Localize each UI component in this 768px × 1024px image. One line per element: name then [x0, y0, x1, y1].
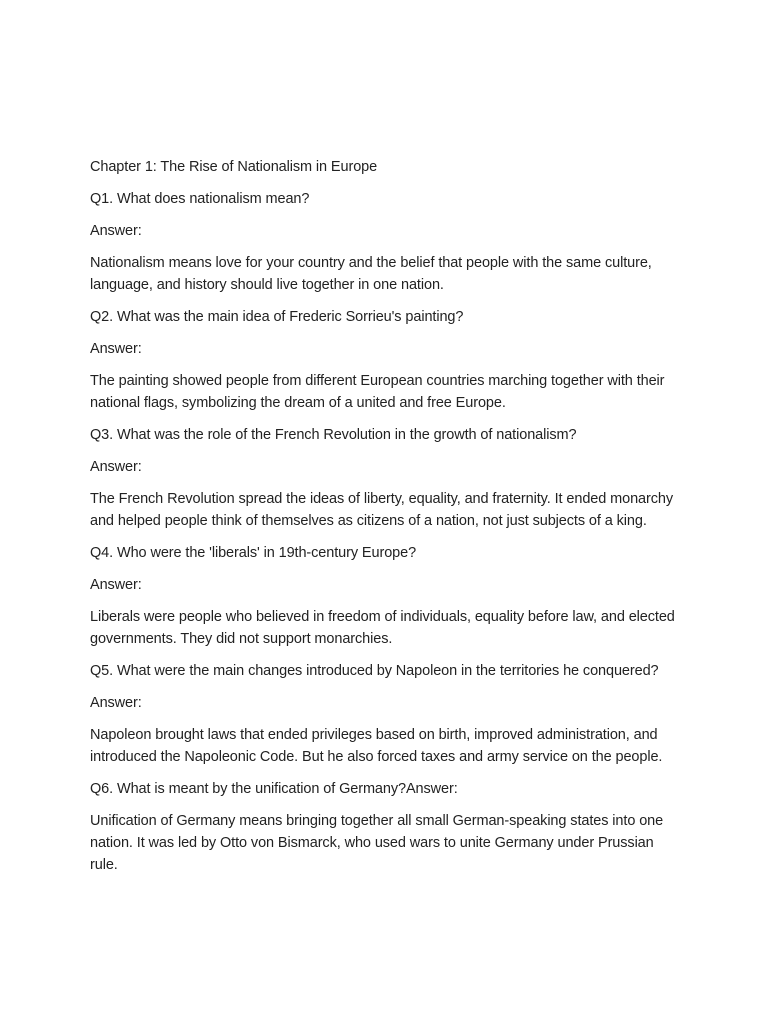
answer-label-1: Answer: [90, 223, 142, 239]
answer-label-4: Answer: [90, 577, 142, 593]
answer-6: Unification of Germany means bringing together all small German-speaking states into one nation. It was led by Otto von Bismarck, who used wars to unite Germany under Prussian rule. [90, 813, 664, 873]
answer-1: Nationalism means love for your country and the belief that people with the same culture, language, and history should live together in one nation. [90, 255, 652, 293]
answer-2: The painting showed people from different European countries marching together with their national flags, symbolizing the dream of a united and free Europe. [90, 373, 665, 411]
question-1: Q1. What does nationalism mean? [90, 191, 310, 207]
answer-3: The French Revolution spread the ideas of liberty, equality, and fraternity. It ended monarchy and helped people think of themselves as citizens of a nation, not just subjects of a king. [90, 491, 674, 529]
document-body [90, 156, 682, 886]
answer-label-2: Answer: [90, 341, 142, 357]
answer-5: Napoleon brought laws that ended privileges based on birth, improved administration, and introduced the Napoleonic Code. But he also forced taxes and army service on the people. [90, 727, 663, 765]
answer-label-5: Answer: [90, 695, 142, 711]
chapter-title: Chapter 1: The Rise of Nationalism in Europe [90, 159, 378, 175]
question-3: Q3. What was the role of the French Revolution in the growth of nationalism? [90, 427, 577, 443]
question-2: Q2. What was the main idea of Frederic Sorrieu's painting? [90, 309, 464, 325]
question-4: Q4. Who were the 'liberals' in 19th-century Europe? [90, 545, 417, 561]
answer-label-3: Answer: [90, 459, 142, 475]
question-5: Q5. What were the main changes introduced by Napoleon in the territories he conquered? [90, 663, 659, 679]
answer-4: Liberals were people who believed in freedom of individuals, equality before law, and elected governments. They did not support monarchies. [90, 609, 675, 647]
question-6: Q6. What is meant by the unification of Germany?Answer: [90, 781, 458, 797]
